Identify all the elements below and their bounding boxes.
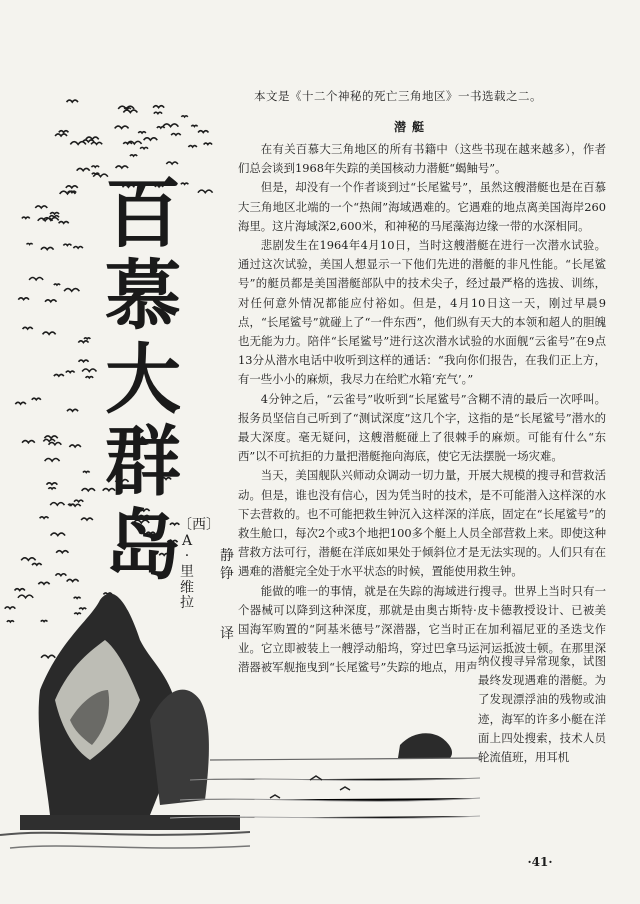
seagull-icon bbox=[5, 607, 16, 609]
seagull-icon bbox=[54, 284, 60, 285]
paragraph: 当天，美国舰队兴师动众调动一切力量，开展大规模的搜寻和营救活动。但是，谁也没有信心，因为凭当时的技术，是不可能潜入这样深的水下去营救的。也不可能把救生钟沉入这样深的洋底，固定在“长尾鲨号”的救生舱口，每次2个或3个地把100多个艇上人员全部营救上来。即使这种营救方法可行，潜艇在洋底如果处于倾斜位才是无法实现的。人们只有在遇难的潜艇完全处于水平状态的时候，置能使用救生钟。 bbox=[238, 468, 606, 579]
seagull-icon bbox=[66, 371, 75, 373]
seagull-icon bbox=[56, 551, 68, 553]
title-char: 慕 bbox=[105, 251, 181, 340]
seagull-icon bbox=[49, 442, 62, 444]
seagull-icon bbox=[27, 243, 33, 244]
seagull-icon bbox=[191, 125, 197, 126]
seagull-icon bbox=[84, 338, 90, 339]
seagull-icon bbox=[22, 217, 30, 218]
seagull-icon bbox=[86, 137, 99, 139]
paragraph: 但是，却没有一个作者谈到过“长尾鲨号”，虽然这艘潜艇也是在百慕大三角地区北端的一个“热闹”海域遇难的。它遇难的地点离美国海岸260海里。这片海域深2,600米，和神秘的马尾藻海边缘一带的水深相同。 bbox=[238, 180, 606, 233]
seagull-icon bbox=[74, 597, 81, 598]
seagull-icon bbox=[115, 126, 129, 128]
seagull-icon bbox=[79, 608, 86, 609]
paragraph: 能做的唯一的事情，就是在失踪的海域进行搜寻。世界上当时只有一个器械可以降到这种深度，那就是由奥古斯特·皮卡德教授设计、已被美国海军购置的“阿基米德号”深潜器，它当时正在加利福尼亚的圣迭戈作业。它立即被装上一艘浮动船坞，穿过巴拿马运河运抵波士顿。在那里深潜器被军舰拖曳到“长尾鲨号”失踪的地点，用声 bbox=[238, 583, 606, 675]
seagull-icon bbox=[116, 166, 128, 168]
seagull-icon bbox=[73, 247, 82, 249]
header-note: 本文是《十二个神秘的死亡三角地区》一书选载之二。 bbox=[254, 89, 542, 103]
seagull-icon bbox=[204, 143, 212, 144]
title-char: 群 bbox=[105, 417, 181, 506]
seagull-icon bbox=[50, 213, 59, 215]
seagull-icon bbox=[55, 134, 67, 136]
seagull-icon bbox=[144, 138, 158, 140]
seagull-icon bbox=[38, 582, 49, 584]
seagull-icon bbox=[198, 131, 208, 133]
seagull-icon bbox=[69, 445, 80, 447]
seagull-icon bbox=[130, 155, 137, 156]
seagull-icon bbox=[74, 613, 81, 614]
seagull-icon bbox=[140, 147, 148, 148]
seagull-icon bbox=[171, 134, 181, 136]
article-body-continued bbox=[478, 652, 606, 767]
seagull-icon bbox=[41, 247, 54, 249]
seagull-icon bbox=[45, 459, 60, 462]
seagull-icon bbox=[91, 142, 102, 144]
seagull-icon bbox=[18, 595, 33, 598]
article-body bbox=[238, 140, 606, 678]
paragraph: 悲剧发生在1964年4月10日，当时这艘潜艇在进行一次潜水试验。通过这次试验，美国人想显示一下他们先进的潜艇的非凡性能。“长尾鲨号”的艇员都是美国潜艇部队中的技术尖子，经过最严格的选拔、训练，对任何意外情况都能应付裕如。但是，4月10日这一天，刚过早晨9点，“长尾鲨号”就碰上了“一件东西”，他们纵有天大的本领和超人的胆魄也无能为力。陪伴“长尾鲨号”进行这次潜水试验的水面舰“云雀号”在9点13分从潜水电话中收听到这样的通话：“我向你们报告，在我们正上方，有一些小小的麻烦，我尽力在给贮水箱‘充气’。” bbox=[238, 238, 606, 387]
paragraph: 纳仪搜寻异常现象，试图最终发现遇难的潜艇。为了发现漂浮油的残物或油迹，海军的许多小艇在洋面上四处搜索，技术人员轮流值班，用耳机 bbox=[478, 654, 606, 765]
seagull-icon bbox=[55, 574, 66, 576]
seagull-icon bbox=[70, 142, 86, 145]
seagull-icon bbox=[77, 168, 90, 170]
seagull-icon bbox=[64, 289, 79, 292]
translator-name: 静铮 bbox=[220, 548, 234, 582]
seagull-icon bbox=[181, 116, 187, 117]
seagull-icon bbox=[43, 439, 55, 441]
seagull-icon bbox=[154, 112, 162, 113]
seagull-icon bbox=[41, 655, 55, 657]
seagull-icon bbox=[45, 300, 56, 302]
seagull-icon bbox=[123, 110, 137, 112]
seagull-icon bbox=[51, 533, 66, 536]
seagull-icon bbox=[67, 579, 79, 581]
seagull-icon bbox=[32, 563, 42, 565]
seagull-icon bbox=[166, 162, 178, 164]
seagull-icon bbox=[32, 398, 41, 400]
seagull-icon bbox=[48, 488, 55, 489]
seagull-icon bbox=[40, 517, 49, 519]
title-char: 百 bbox=[105, 169, 181, 258]
seagull-icon bbox=[23, 327, 33, 329]
seagull-icon bbox=[43, 332, 56, 334]
seagull-icon bbox=[54, 374, 64, 376]
seagull-icon bbox=[15, 589, 25, 591]
seagull-icon bbox=[78, 341, 88, 343]
seagull-icon bbox=[138, 132, 146, 133]
seagull-icon bbox=[68, 504, 74, 505]
seagull-icon bbox=[46, 483, 57, 485]
seagull-icon bbox=[188, 146, 196, 147]
seagull-icon bbox=[29, 278, 43, 280]
title-char: 大 bbox=[105, 335, 181, 424]
seagull-icon bbox=[163, 124, 179, 127]
seagull-icon bbox=[18, 298, 29, 300]
seagull-icon bbox=[35, 206, 47, 208]
seagull-icon bbox=[15, 402, 26, 404]
seagull-icon bbox=[74, 500, 83, 502]
seagull-icon bbox=[50, 503, 64, 505]
seagull-icon bbox=[91, 166, 99, 167]
seagull-icon bbox=[63, 244, 71, 245]
seagull-icon bbox=[44, 436, 57, 438]
seagull-icon bbox=[67, 409, 78, 411]
seagull-icon bbox=[59, 131, 69, 133]
page-number: ·41· bbox=[527, 855, 553, 869]
translator-role: 译 bbox=[220, 626, 234, 642]
paragraph: 在有关百慕大三角地区的所有书籍中（这些书现在越来越多），作者们总会谈到1968年失踪的美国核动力潜艇“蝎鲉号”。 bbox=[238, 142, 606, 176]
seagull-icon bbox=[67, 100, 78, 102]
author-byline: 〔西〕A · 里维拉 bbox=[178, 517, 220, 612]
seagull-icon bbox=[21, 558, 35, 561]
seagull-icon bbox=[198, 190, 213, 193]
section-heading: 潜艇 bbox=[393, 120, 430, 134]
seagull-icon bbox=[66, 186, 78, 188]
title-char: 岛 bbox=[105, 501, 181, 590]
seagull-icon bbox=[41, 620, 48, 621]
seagull-icon bbox=[59, 222, 69, 224]
paragraph: 4分钟之后，“云雀号”收听到“长尾鲨号”含糊不清的最后一次呼叫。报务员坚信自己听到了“测试深度”这几个字，这指的是“长尾鲨号”潜水的最大深度。毫无疑问，这艘潜艇碰上了很棘手的麻烦。可能有什么“东西”以不可抗拒的力量把潜艇拖向海底，使它无法摆脱一场灾难。 bbox=[238, 391, 606, 464]
seagull-icon bbox=[22, 441, 35, 443]
seagull-icon bbox=[7, 621, 14, 622]
seagull-icon bbox=[153, 106, 164, 108]
